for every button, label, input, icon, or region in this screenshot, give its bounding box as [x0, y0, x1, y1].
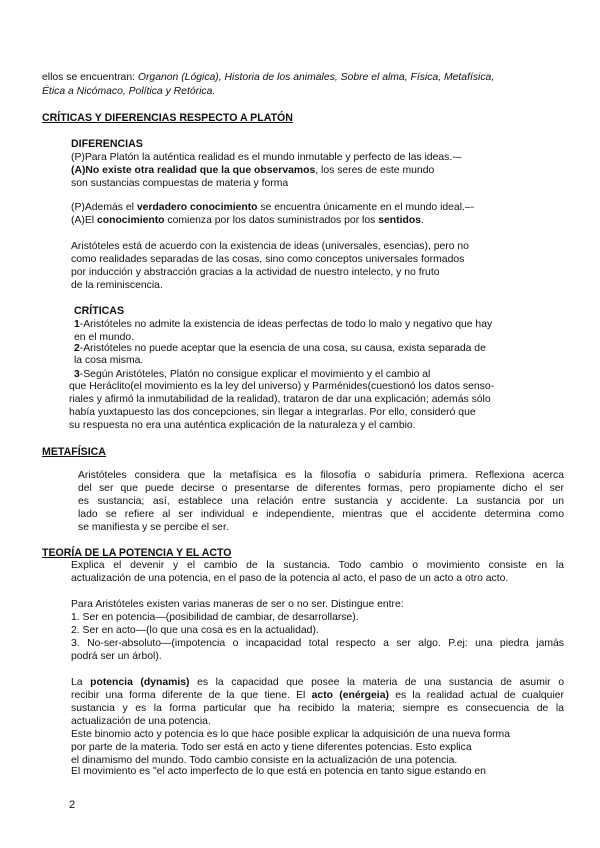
- intro-line-2: Ética a Nicómaco, Política y Retórica.: [42, 86, 216, 97]
- potencia-line-2: actualización de una potencia, en el paso de la potencia al acto, el paso de un acto a otro acto.: [71, 573, 509, 584]
- sentidos-term: sentidos: [378, 215, 421, 226]
- potencia-line-8-c: es la capacidad que posee la materia de una sustancia de asumir o: [189, 677, 564, 688]
- critica-3: [74, 369, 430, 381]
- potencia-list-item-3-cont: podrá ser un árbol).: [71, 651, 162, 662]
- critica-3-cont-4: su respuesta no era una auténtica explicación de la naturaleza y el cambio.: [69, 420, 416, 431]
- potencia-acto-heading: TEORÍA DE LA POTENCIA Y EL ACTO: [42, 547, 232, 559]
- potencia-list-item-2: 2. Ser en acto—(lo que una cosa es en la actualidad).: [71, 625, 319, 636]
- intro-works-list: Organon (Lógica), Historia de los animales, Sobre el alma, Física, Metafísica,: [137, 72, 495, 83]
- diferencias-line-5-e: .: [420, 215, 424, 226]
- potencia-line-15: El movimiento es "el acto imperfecto de lo que está en potencia en tanto sigue estando en: [71, 766, 486, 777]
- potencia-line-8-a: La: [71, 677, 91, 688]
- critica-1-number: 1: [74, 319, 80, 330]
- verdadero-conocimiento-term: verdadero conocimiento: [136, 202, 258, 213]
- potencia-list-item-3: 3. No-ser-absoluto—(impotencia o incapacidad total respecto a ser algo. P.ej: una piedra jamás: [71, 638, 564, 649]
- critica-2-cont: la cosa misma.: [74, 355, 144, 366]
- potencia-line-9: [71, 690, 564, 702]
- potencia-line-9-c: es la realidad actual de cualquier: [388, 690, 564, 701]
- diferencias-line-3: son sustancias compuestas de materia y forma: [71, 178, 289, 189]
- potencia-line-1: Explica el devenir y el cambio de la sustancia. Todo cambio o movimiento consiste en la: [71, 560, 564, 571]
- diferencias-line-4: [71, 202, 474, 214]
- criticas-diferencias-heading: CRÍTICAS Y DIFERENCIAS RESPECTO A PLATÓN: [42, 112, 293, 124]
- metafisica-line-2: del ser que puede decirse o presentarse de diferentes formas, pero propiamente dicho el ser: [78, 483, 564, 494]
- conocimiento-term: conocimiento: [96, 215, 165, 226]
- potencia-line-13: por parte de la materia. Todo ser está en acto y tiene diferentes potencias. Esto explica: [71, 742, 472, 753]
- acto-energeia-term: acto (enérgeia): [311, 690, 389, 701]
- potencia-line-10: sustancia y es la forma particular que ha recibido la materia; siempre es consecuencia de la: [71, 703, 564, 714]
- metafisica-line-3: es sustancia; así, establece una relación entre sustancia y accidente. La sustancia por un: [78, 496, 564, 507]
- critica-1-text: -Aristóteles no admite la existencia de ideas perfectas de todo lo malo y negativo que hay: [79, 319, 493, 330]
- diferencias-line-4-a: (P)Además el: [71, 202, 137, 213]
- diferencias-title: DIFERENCIAS: [71, 138, 143, 150]
- critica-1: [74, 319, 492, 331]
- potencia-line-12: Este binomio acto y potencia es lo que hace posible explicar la adquisición de una nueva forma: [71, 729, 510, 740]
- diferencias-paragraph-line-4: de la reminiscencia.: [71, 280, 163, 291]
- diferencias-line-2: [71, 165, 434, 177]
- criticas-title: CRÍTICAS: [74, 305, 125, 317]
- diferencias-line-2-rest: , los seres de este mundo: [315, 165, 435, 176]
- diferencias-paragraph-line-1: Aristóteles está de acuerdo con la existencia de ideas (universales, esencias), pero no: [71, 241, 469, 252]
- diferencias-line-1: (P)Para Platón la auténtica realidad es el mundo inmutable y perfecto de las ideas.-–: [71, 152, 462, 163]
- diferencias-line-5-a: (A)El: [71, 215, 97, 226]
- critica-1-cont: en el mundo.: [74, 332, 135, 343]
- potencia-line-14: el dinamismo del mundo. Todo cambio consiste en la actualización de una potencia.: [71, 755, 458, 766]
- metafisica-heading: METAFÍSICA: [42, 446, 106, 458]
- diferencias-paragraph-line-2: como realidades separadas de las cosas, sino como conceptos universales formados: [71, 254, 465, 265]
- diferencias-line-2-bold: (A)No existe otra realidad que la que observamos: [71, 165, 316, 176]
- potencia-line-11: actualización de una potencia.: [71, 716, 211, 727]
- metafisica-line-5: se manifiesta y se percibe el ser.: [78, 522, 229, 533]
- critica-2-number: 2: [74, 343, 80, 354]
- diferencias-line-5-c: comienza por los datos suministrados por los: [164, 215, 379, 226]
- critica-3-number: 3: [74, 369, 80, 380]
- potencia-line-8: [71, 677, 564, 689]
- diferencias-line-5: [71, 215, 424, 227]
- metafisica-line-4: lado se refiere al ser individual e independiente, mientras que el accidente determina como: [78, 509, 564, 520]
- intro-line-1-plain: ellos se encuentran:: [42, 72, 138, 83]
- potencia-list-item-1: 1. Ser en potencia—(posibilidad de cambiar, de desarrollarse).: [71, 612, 359, 623]
- critica-3-cont-2: riales y afirmó la inmutabilidad de la realidad), trataron de dar una explicación; además sólo: [69, 394, 491, 405]
- page-number: 2: [69, 799, 76, 811]
- intro-line-1: [42, 72, 494, 84]
- potencia-line-9-a: recibir una forma diferente de la que tiene. El: [71, 690, 312, 701]
- critica-3-cont-1: que Heráclito(el movimiento es la ley del universo) y Parménides(cuestionó los datos senso-: [69, 381, 495, 392]
- critica-3-text: -Según Aristóteles, Platón no consigue explicar el movimiento y el cambio al: [79, 369, 431, 380]
- critica-3-cont-3: había yuxtapuesto las dos concepciones, sin llegar a integrarlas. Por ello, consideró que: [69, 407, 476, 418]
- metafisica-line-1: Aristóteles considera que la metafísica es la filosofía o sabiduría primera. Reflexiona acerca: [78, 470, 564, 481]
- diferencias-paragraph-line-3: por inducción y abstracción gracias a la actividad de nuestro intelecto, y no fruto: [71, 267, 440, 278]
- critica-2: [74, 343, 486, 355]
- potencia-line-3: Para Aristóteles existen varias maneras de ser o no ser. Distingue entre:: [71, 599, 404, 610]
- critica-2-text: -Aristóteles no puede aceptar que la esencia de una cosa, su causa, exista separada de: [79, 343, 486, 354]
- potencia-dynamis-term: potencia (dynamis): [90, 677, 190, 688]
- diferencias-line-4-c: se encuentra únicamente en el mundo ideal.–-: [257, 202, 475, 213]
